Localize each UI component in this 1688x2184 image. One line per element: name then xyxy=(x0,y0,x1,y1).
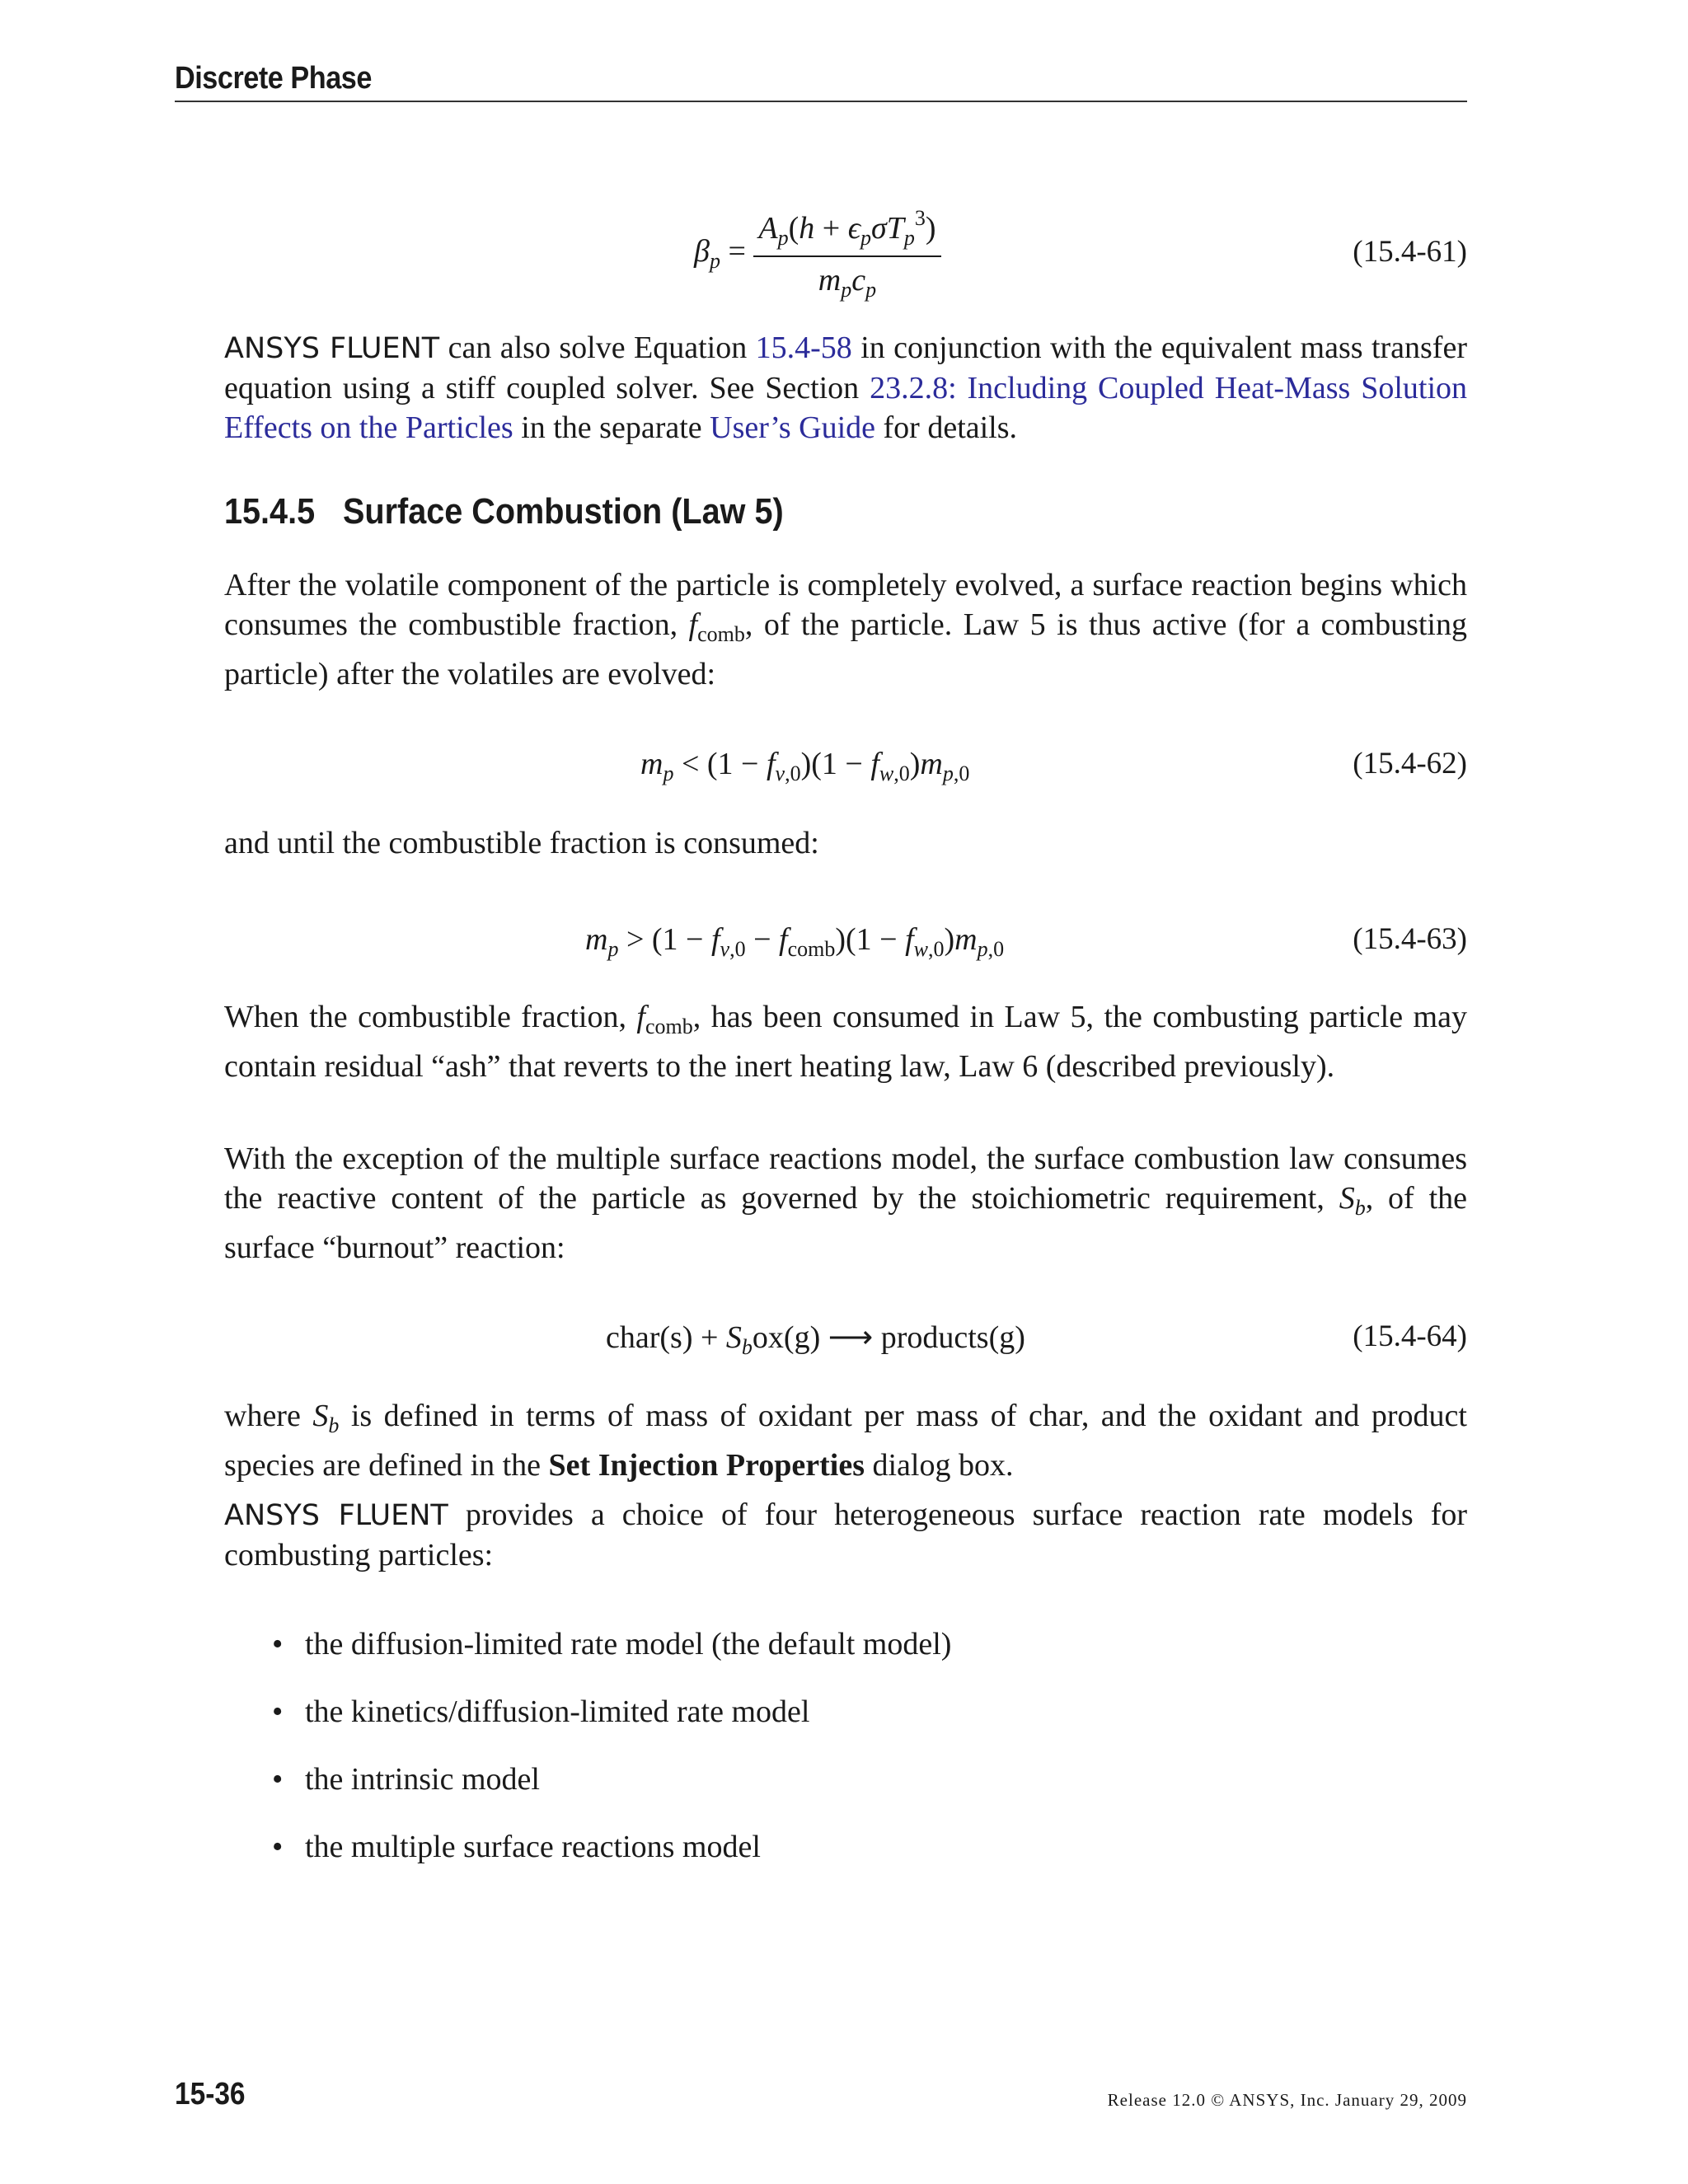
product-name: ANSYS FLUENT xyxy=(224,332,440,365)
text-run: for details. xyxy=(875,410,1018,445)
paragraph-oxidant: where $S_b$ is defined in terms of mass of oxidant per mass of char, and the oxidant and product species are defined in the Set Injection Properties dialog box. xyxy=(224,1399,1467,1483)
users-guide-link[interactable]: User’s Guide xyxy=(710,410,876,445)
list-item-text: the kinetics/diffusion-limited rate model xyxy=(305,1694,810,1729)
text-run: can also solve Equation xyxy=(439,330,756,365)
equation-number: (15.4-64) xyxy=(1353,1319,1467,1353)
text-run: provides a choice of four heterogeneous surface reaction rate models for combusting particles: xyxy=(224,1497,1468,1572)
text-run: where xyxy=(224,1399,313,1433)
list-item xyxy=(272,1829,951,1896)
bullet-icon: • xyxy=(272,1830,284,1864)
section-link[interactable]: 23.2.8: Including Coupled Heat-Mass Solution Effects on the Particles xyxy=(224,371,1468,445)
rate-model-list xyxy=(272,1626,951,1896)
bullet-icon: • xyxy=(272,1762,284,1797)
section-heading xyxy=(224,491,784,532)
section-number: 15.4.5 xyxy=(224,491,316,532)
bullet-icon: • xyxy=(272,1694,284,1729)
list-item-text: the intrinsic model xyxy=(305,1762,540,1797)
product-name: ANSYS FLUENT xyxy=(224,1499,448,1532)
text-run: in conjunction with the equivalent mass transfer equation using a stiff coupled solver. See Section xyxy=(224,330,1467,405)
equation-body: char(s) + $S_box(g)$ ⟶ products(g) xyxy=(606,1320,1025,1359)
equation-number: (15.4-63) xyxy=(1353,922,1467,956)
section-title: Surface Combustion (Law 5) xyxy=(343,491,784,532)
equation-body: $m_p < (1 - f_{v,0})(1 - f_{w,0})m_{p,0}$ xyxy=(640,747,970,785)
equation-15-4-62 xyxy=(224,746,1467,820)
list-item-text: the multiple surface reactions model xyxy=(305,1830,761,1864)
list-item xyxy=(272,1694,951,1761)
equation-15-4-61 xyxy=(224,206,1467,302)
text-run: When the combustible fraction, xyxy=(224,1000,637,1034)
dialog-name: Set Injection Properties xyxy=(548,1448,865,1483)
paragraph-surface-reaction: After the volatile component of the particle is completely evolved, a surface reaction begins which consumes the combustible fraction, $f_{comb}$, of the particle. Law 5 is thus active (for a combusting particle) after the volatiles are evolved: xyxy=(224,568,1467,691)
running-header: Discrete Phase xyxy=(175,61,372,96)
equation-15-4-63 xyxy=(224,921,1467,996)
page-number: 15-36 xyxy=(175,2077,246,2111)
text-run: dialog box. xyxy=(864,1448,1014,1483)
text-run: , has been consumed in Law 5, the combusting particle may contain residual “ash” that reverts to the inert heating law, Law 6 (described previously). xyxy=(224,1000,1467,1084)
equation-15-4-64 xyxy=(224,1319,1467,1393)
paragraph-stoichiometric: With the exception of the multiple surface reactions model, the surface combustion law consumes the reactive content of the particle as governed by the stoichiometric requirement, $S_b$, of the surface “burnout” reaction: xyxy=(224,1141,1467,1265)
text-run: , of the surface “burnout” reaction: xyxy=(224,1181,1467,1265)
text-run: in the separate xyxy=(513,410,710,445)
paragraph-ash: When the combustible fraction, $f_{comb}$, has been consumed in Law 5, the combusting particle may contain residual “ash” that reverts to the inert heating law, Law 6 (described previously). xyxy=(224,1000,1467,1084)
list-item xyxy=(272,1626,951,1694)
list-item xyxy=(272,1761,951,1829)
release-footer: Release 12.0 © ANSYS, Inc. January 29, 2009 xyxy=(1107,2090,1467,2110)
equation-number: (15.4-61) xyxy=(1353,235,1467,269)
equation-number: (15.4-62) xyxy=(1353,747,1467,780)
text-run: With the exception of the multiple surface reactions model, the surface combustion law consumes the reactive content of the particle as governed by the stoichiometric requirement, xyxy=(224,1141,1467,1216)
equation-body: $\beta_p$ = $\frac{A_p(h + \epsilon_p\sigma T_p^3)}{m_pc_p}$ xyxy=(694,206,941,302)
header-rule xyxy=(175,101,1467,102)
bullet-icon: • xyxy=(272,1627,284,1661)
text-run: is defined in terms of mass of oxidant per mass of char, and the oxidant and product species are defined in the xyxy=(224,1399,1467,1483)
paragraph-coupled-solver xyxy=(224,328,1467,448)
text-run: , of the particle. Law 5 is thus active (for a combusting particle) after the volatiles are evolved: xyxy=(224,607,1467,691)
paragraph-until-consumed: and until the combustible fraction is consumed: xyxy=(224,826,819,860)
paragraph-rate-models xyxy=(224,1495,1467,1575)
list-item-text: the diffusion-limited rate model (the default model) xyxy=(305,1627,952,1661)
text-run: After the volatile component of the particle is completely evolved, a surface reaction begins which consumes the combustible fraction, xyxy=(224,568,1467,642)
equation-link[interactable]: 15.4-58 xyxy=(755,330,852,365)
equation-body: $m_p > (1 - f_{v,0} - f_{comb})(1 - f_{w,0})m_{p,0}$ xyxy=(585,922,1005,961)
